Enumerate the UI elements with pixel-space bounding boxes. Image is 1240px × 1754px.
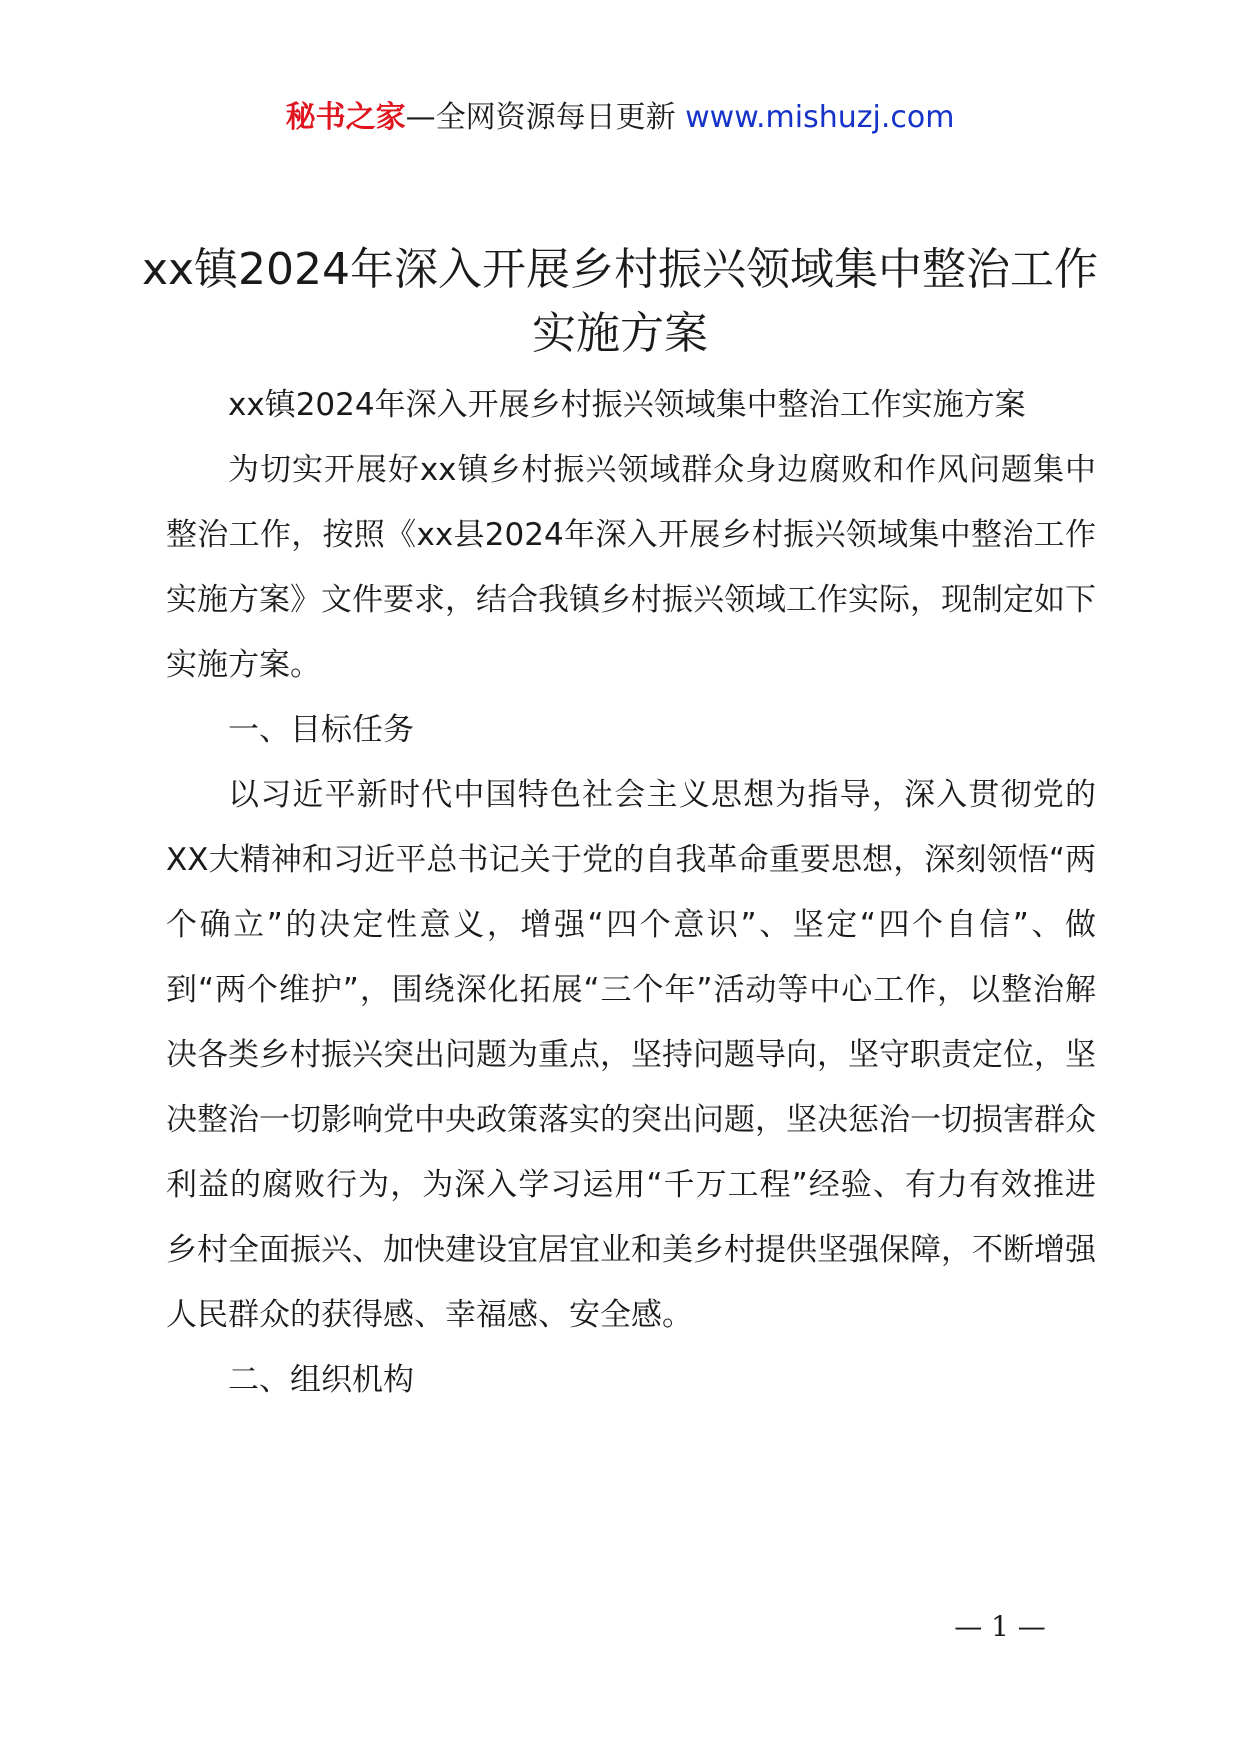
section-heading-goals: 一、目标任务 <box>228 712 414 748</box>
paragraph-repeat-title: xx镇2024年深入开展乡村振兴领域集中整治工作实施方案 <box>228 387 1026 423</box>
paragraph-goals: 以习近平新时代中国特色社会主义思想为指导，深入贯彻党的XX大精神和习近平总书记关于党的自我革命重要思想，深刻领悟“两个确立”的决定性意义，增强“四个意识”、坚定“四个自信”、做到“两个维护”，围绕深化拓展“三个年”活动等中心工作，以整治解决各类乡村振兴突出问题为重点，坚持问题导向，坚守职责定位，坚决整治一切影响党中央政策落实的突出问题，坚决惩治一切损害群众利益的腐败行为，为深入学习运用“千万工程”经验、有力有效推进乡村全面振兴、加快建设宜居宜业和美乡村提供坚强保障，不断增强人民群众的获得感、幸福感、安全感。 <box>166 777 1096 1333</box>
paragraph-intro: 为切实开展好xx镇乡村振兴领域群众身边腐败和作风问题集中整治工作，按照《xx县2024年深入开展乡村振兴领域集中整治工作实施方案》文件要求，结合我镇乡村振兴领域工作实际，现制定如下实施方案。 <box>166 452 1096 683</box>
page-number: — 1 — <box>954 1610 1046 1643</box>
brand-name: 秘书之家 <box>285 100 406 135</box>
site-url-link[interactable]: www.mishuzj.com <box>685 100 955 135</box>
site-header <box>0 98 1240 138</box>
section-heading-organization: 二、组织机构 <box>228 1362 414 1398</box>
header-tagline: —全网资源每日更新 <box>405 100 686 135</box>
document-title: xx镇2024年深入开展乡村振兴领域集中整治工作实施方案 <box>141 244 1099 359</box>
document-body <box>166 373 1096 1413</box>
